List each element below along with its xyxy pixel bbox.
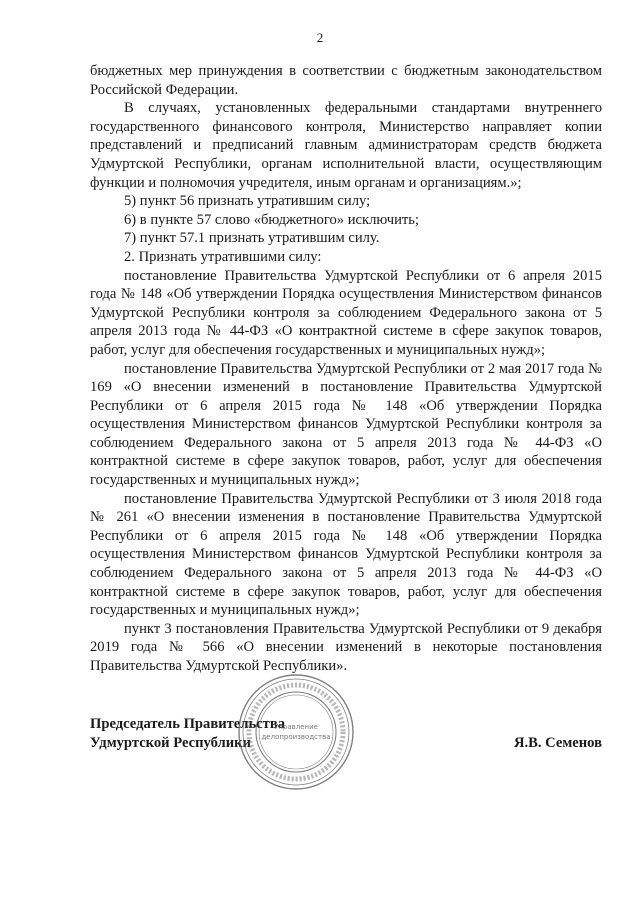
paragraph-repealed-act-3: постановление Правительства Удмуртской Республики от 3 июля 2018 года № 261 «О внесении изменения в постановление Правительства Удмуртской Республики от 6 апреля 2015 года № 148 «Об утверждении Порядка осуществления Министерством финансов Удмуртской Республики контроля за соблюдением Федерального закона от 5 апреля 2013 года № 44-ФЗ «О контрактной системе в сфере закупок товаров, работ, услуг для обеспечения государственных и муниципальных нужд»; — [90, 490, 602, 619]
paragraph-item-5: 5) пункт 56 признать утратившим силу; — [124, 193, 371, 210]
paragraph-item-7: 7) пункт 57.1 признать утратившим силу. — [124, 230, 380, 247]
signer-name: Я.В. Семенов — [513, 735, 602, 751]
paragraph-section-2: 2. Признать утратившими силу: — [124, 248, 322, 265]
paragraph-repealed-act-2: постановление Правительства Удмуртской Республики от 2 мая 2017 года № 169 «О внесении изменений в постановление Правительства Удмуртской Республики от 6 апреля 2015 года № 148 «Об утверждении Порядка осуществления Министерством финансов Удмуртской Республики контроля за соблюдением Федерального закона от 5 апреля 2013 года № 44-ФЗ «О контрактной системе в сфере закупок товаров, работ, услуг для обеспечения государственных и муниципальных нужд»; — [90, 360, 602, 489]
seal-inner-text-1: Управление — [274, 723, 318, 731]
paragraph-repealed-act-1: постановление Правительства Удмуртской Республики от 6 апреля 2015 года № 148 «Об утверждении Порядка осуществления Министерством финансов Удмуртской Республики контроля за соблюдением Федерального закона от 5 апреля 2013 года № 44-ФЗ «О контрактной системе в сфере закупок товаров, работ, услуг для обеспечения государственных и муниципальных нужд»; — [90, 267, 602, 358]
seal-inner-text-2: делопроизводства — [261, 733, 331, 741]
paragraph-continuation: бюджетных мер принуждения в соответствии с бюджетным законодательством Российской Федерации. — [90, 63, 602, 98]
page-number: 2 — [316, 30, 324, 45]
paragraph-item-6: 6) в пункте 57 слово «бюджетного» исключить; — [124, 211, 419, 228]
paragraph-notification-clause: В случаях, установленных федеральными стандартами внутреннего государственного финансового контроля, Министерство направляет копии представлений и предписаний главным администраторам средств бюджета Удмуртской Республики, органам исполнительной власти, осуществляющим функции и полномочия учредителя, иным органам и организациям.»; — [90, 100, 602, 191]
document-body — [90, 62, 602, 676]
official-seal-icon — [236, 672, 356, 792]
signature-title-line-2: Удмуртской Республики — [90, 735, 251, 751]
paragraph-repealed-act-4: пункт 3 постановления Правительства Удмуртской Республики от 9 декабря 2019 года № 566 «О внесении изменений в некоторые постановления Правительства Удмуртской Республики». — [90, 620, 602, 674]
signature-title-line-1: Председатель Правительства — [90, 716, 286, 732]
